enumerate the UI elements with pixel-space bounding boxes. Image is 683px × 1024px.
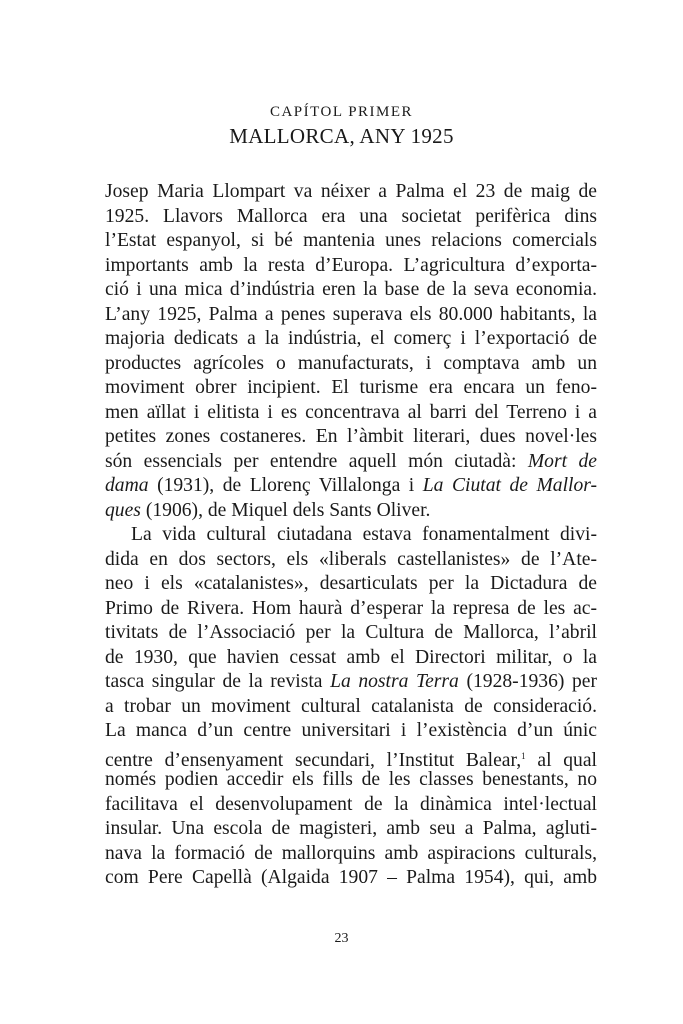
text-segment: centre d’ensenyament secundari, l’Institut Balear,	[105, 749, 522, 771]
text-segment: (1928-1936) per	[466, 671, 598, 692]
text-line: men aïllat i elitista i es concentrava al barri del Terreno i a	[105, 401, 597, 423]
text-line: només podien accedir els fills de les classes benestants, no	[105, 769, 597, 790]
text-line: facilitava el desenvolupament de la dinàmica intel·lectual	[105, 793, 597, 815]
book-title: La Ciutat de Mallor-	[422, 475, 598, 496]
text-line	[105, 450, 597, 475]
text-line: Primo de Rivera. Hom haurà d’esperar la represa de les ac-	[105, 597, 597, 619]
text-segment: (1931), de Llorenç Villalonga i	[157, 475, 415, 496]
text-line	[105, 474, 597, 499]
footnote-marker[interactable]: 1	[521, 750, 526, 761]
text-line: La manca d’un centre universitari i l’existència d’un únic	[105, 720, 597, 741]
text-line: majoria dedicats a la indústria, el comerç i l’exportació de	[105, 328, 597, 349]
chapter-label: CAPÍTOL PRIMER	[269, 104, 414, 120]
text-line: l’Estat espanyol, si bé mantenia unes relacions comercials	[105, 230, 597, 251]
text-line: de 1930, que havien cessat amb el Directori militar, o la	[105, 646, 597, 668]
text-line	[105, 744, 597, 769]
text-line: nava la formació de mallorquins amb aspiracions culturals,	[105, 842, 597, 864]
book-title: Mort de	[527, 450, 597, 472]
text-line: com Pere Capellà (Algaida 1907 – Palma 1954), qui, amb	[105, 867, 597, 888]
text-segment: al qual	[537, 749, 597, 771]
text-segment: són essencials per entendre aquell món ciutadà:	[105, 450, 517, 472]
text-line: productes agrícoles o manufacturats, i comptava amb un	[105, 352, 597, 374]
text-line: ció i una mica d’indústria eren la base de la seva economia.	[105, 279, 597, 300]
text-line: petites zones costaneres. En l’àmbit literari, dues novel·les	[105, 426, 597, 447]
text-line: tivitats de l’Associació per la Cultura de Mallorca, l’abril	[105, 622, 597, 643]
text-line: insular. Una escola de magisteri, amb seu a Palma, agluti-	[105, 818, 597, 839]
text-line: L’any 1925, Palma a penes superava els 80.000 habitants, la	[105, 303, 597, 325]
book-title: ques	[105, 499, 141, 521]
text-line: Josep Maria Llompart va néixer a Palma el 23 de maig de	[105, 181, 597, 202]
body-text	[105, 180, 597, 891]
text-line	[105, 670, 597, 695]
chapter-title: MALLORCA, ANY 1925	[229, 124, 454, 148]
journal-title: La nostra Terra	[330, 671, 459, 692]
book-title: dama	[105, 475, 149, 496]
page-number: 23	[334, 931, 349, 946]
text-segment: (1906), de Miquel dels Sants Oliver.	[145, 499, 431, 521]
text-line: neo i els «catalanistes», desarticulats per la Dictadura de	[105, 573, 597, 594]
text-line: La vida cultural ciutadana estava fonamentalment divi-	[131, 524, 597, 545]
text-line: importants amb la resta d’Europa. L’agricultura d’exporta-	[105, 254, 597, 276]
text-line: dida en dos sectors, els «liberals castellanistes» de l’Ate-	[105, 548, 597, 570]
text-line: moviment obrer incipient. El turisme era encara un feno-	[105, 377, 597, 398]
text-segment: tasca singular de la revista	[105, 671, 323, 692]
text-line: a trobar un moviment cultural catalanista de consideració.	[105, 695, 597, 717]
text-line: 1925. Llavors Mallorca era una societat perifèrica dins	[105, 205, 597, 227]
text-line	[105, 499, 597, 524]
